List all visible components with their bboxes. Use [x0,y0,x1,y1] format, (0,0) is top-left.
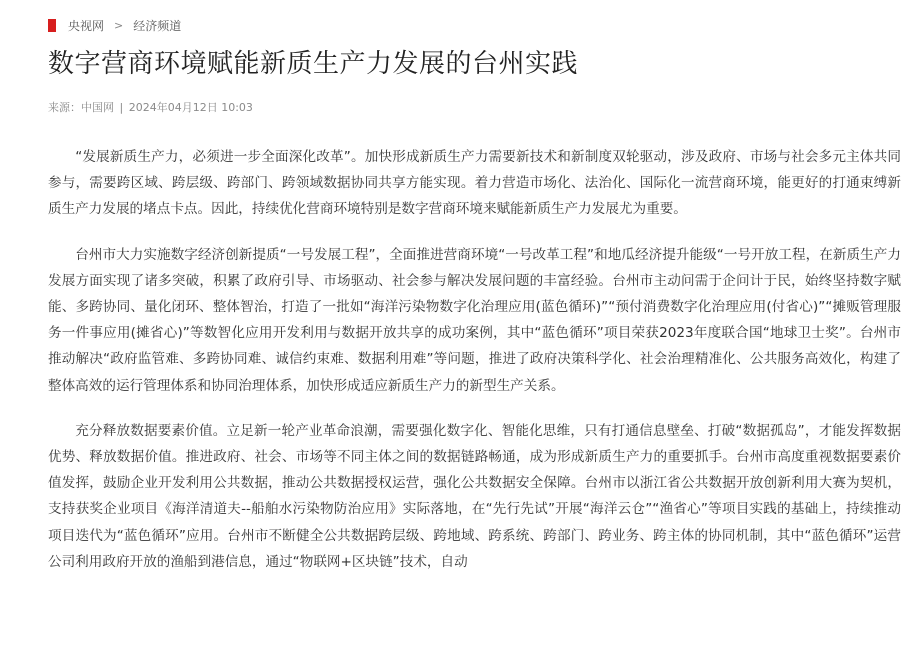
article-source: 来源：中国网 [48,101,114,114]
article-body [48,144,901,594]
article-paragraph-3: 充分释放数据要素价值。立足新一轮产业革命浪潮，需要强化数字化、智能化思维，只有打通信息壁垒、打破“数据孤岛”，才能发挥数据优势、释放数据价值。推进政府、社会、市场等不同主体之间的数据链路畅通，成为形成新质生产力的重要抓手。台州市高度重视数据要素价值发挥，鼓励企业开发利用公共数据，推动公共数据授权运营，强化公共数据安全保障。台州市以浙江省公共数据开放创新利用大赛为契机，支持获奖企业项目《海洋清道夫--船舶水污染物防治应用》实际落地，在“先行先试”开展“海洋云仓”“渔省心”等项目实践的基础上，持续推动项目迭代为“蓝色循环”应用。台州市不断健全公共数据跨层级、跨地域、跨系统、跨部门、跨业务、跨主体的协同机制，其中“蓝色循环”运营公司利用政府开放的渔船到港信息，通过“物联网+区块链”技术，自动 [48,422,901,570]
breadcrumb-separator: > [114,18,124,32]
article-meta [48,99,253,115]
breadcrumb-site-link[interactable]: 央视网 [68,18,105,33]
article-paragraph-2: 台州市大力实施数字经济创新提质“一号发展工程”，全面推进营商环境“一号改革工程”和地瓜经济提升能级“一号开放工程，在新质生产力发展方面实现了诸多突破，积累了政府引导、市场驱动、社会参与解决发展问题的丰富经验。台州市主动问需于企问计于民，始终坚持数字赋能、多跨协同、量化闭环、整体智治，打造了一批如“海洋污染物数字化治理应用(蓝色循环)”“预付消费数字化治理应用(付省心)”“摊贩管理服务一件事应用(摊省心)”等数智化应用开发利用与数据开放共享的成功案例，其中“蓝色循环”项目荣获2023年度联合国“地球卫士奖”。台州市推动解决“政府监管难、多跨协同难、诚信约束难、数据利用难”等问题，推进了政府决策科学化、社会治理精准化、公共服务高效化，构建了整体高效的运行管理体系和协同治理体系，加快形成适应新质生产力的新型生产关系。 [48,246,901,394]
meta-separator: | [119,101,124,114]
breadcrumb [48,17,181,33]
article-datetime: 2024年04月12日 10:03 [128,101,253,114]
article-paragraph-1: “发展新质生产力，必须进一步全面深化改革”。加快形成新质生产力需要新技术和新制度双轮驱动，涉及政府、市场与社会多元主体共同参与，需要跨区域、跨层级、跨部门、跨领域数据协同共享方能实现。着力营造市场化、法治化、国际化一流营商环境，能更好的打通束缚新质生产力发展的堵点卡点。因此，持续优化营商环境特别是数字营商环境来赋能新质生产力发展尤为重要。 [48,149,901,218]
breadcrumb-channel-link[interactable]: 经济频道 [133,18,182,33]
article-title: 数字营商环境赋能新质生产力发展的台州实践 [48,49,579,79]
cctv-logo-icon [48,19,56,32]
